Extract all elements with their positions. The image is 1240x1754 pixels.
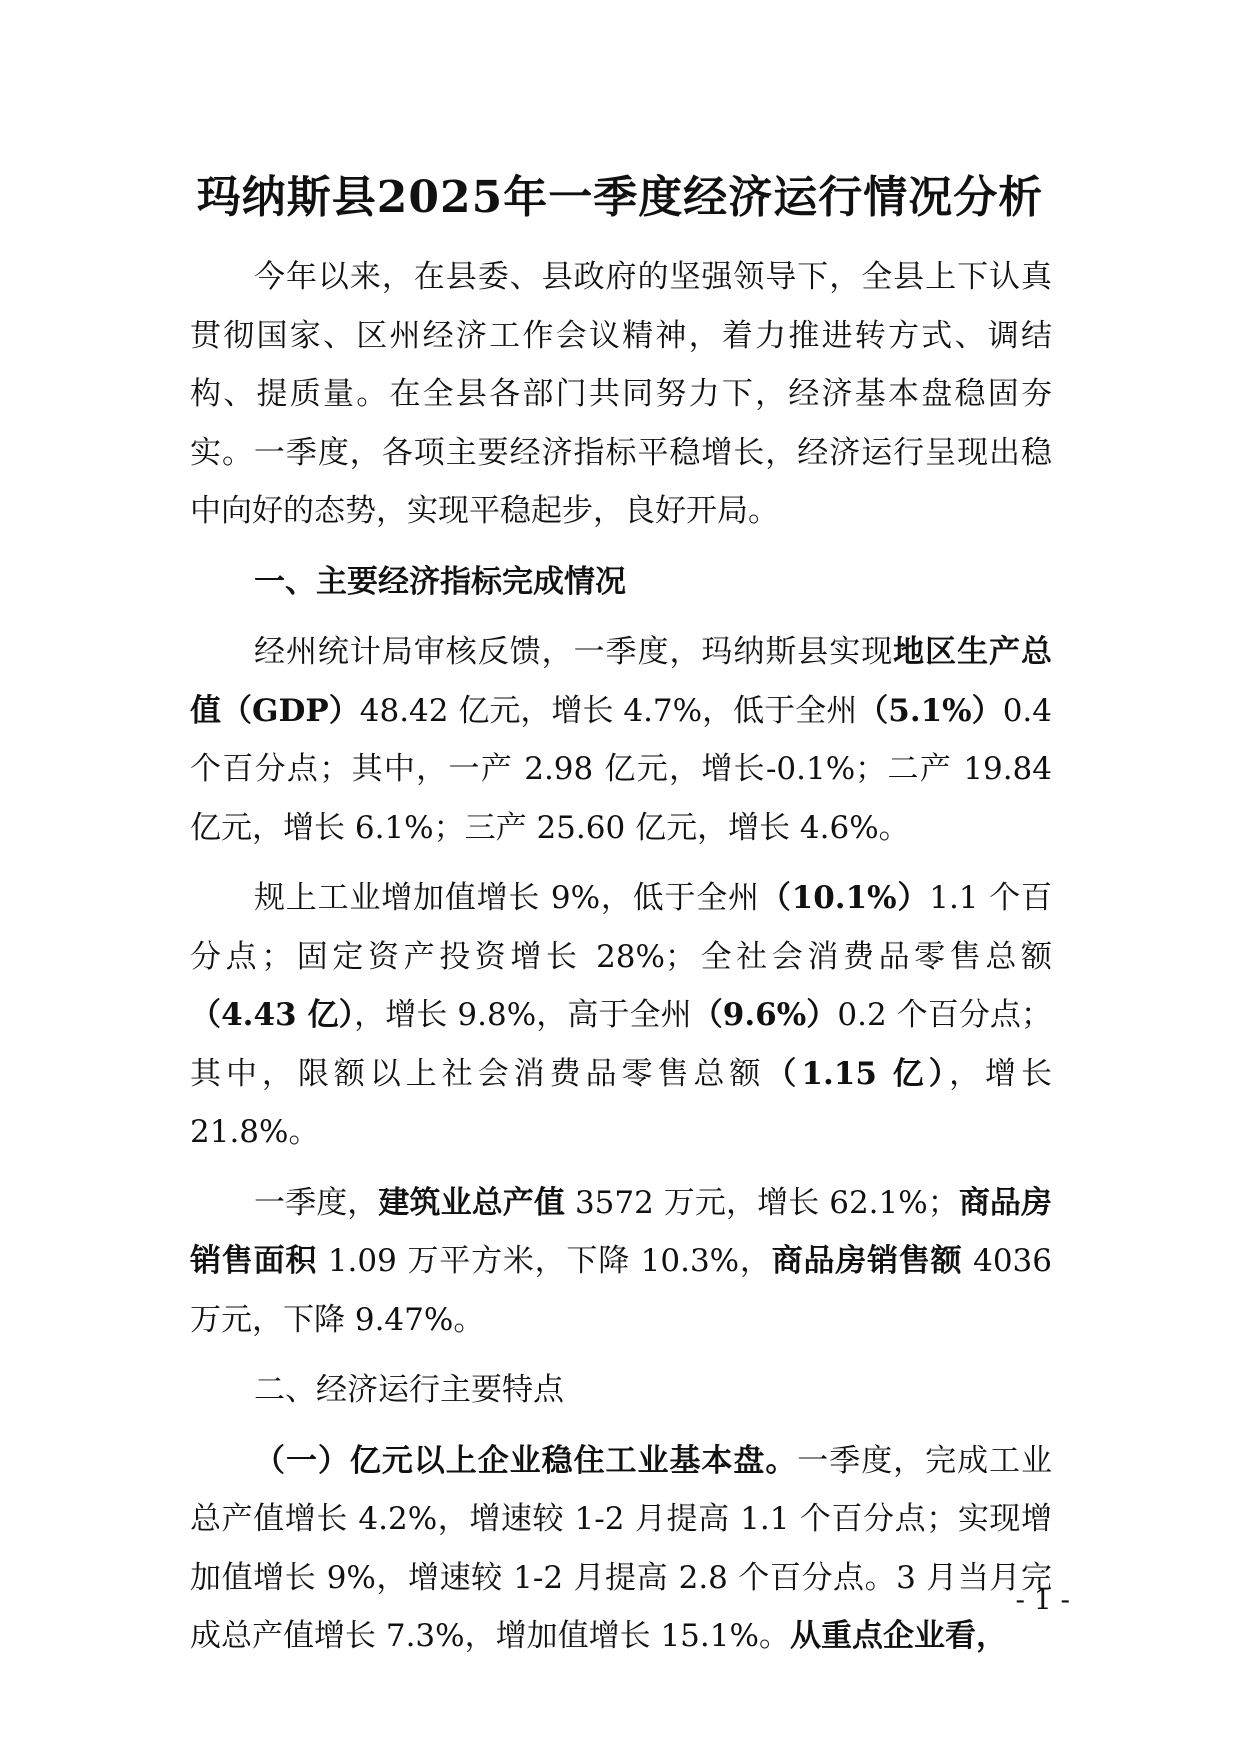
document-title: 玛纳斯县2025年一季度经济运行情况分析: [196, 172, 1044, 223]
construction-text-1: 一季度，: [254, 1184, 379, 1221]
page-number: - 1 -: [1015, 1583, 1070, 1616]
housing-sales-area-label: 商品房销售面积: [190, 1184, 1053, 1279]
key-enterprises-label: 从重点企业看，: [789, 1618, 1007, 1654]
gdp-text-3: 0.4 个百分点；其中，一产 2.98 亿元，增长-0.1%；二产 19.84 亿元，增长 6.1%；三产 25.60 亿元，增长 4.6%。: [190, 692, 1052, 846]
construction-output-label: 建筑业总产值: [378, 1184, 565, 1221]
retail-prefecture-rate: （9.6%）: [691, 997, 838, 1033]
section-1-heading: 一、主要经济指标完成情况: [254, 563, 626, 600]
industry-text-5: ，增长 21.8%。: [190, 1055, 1053, 1150]
enterprise-text-1: 一季度，完成工业总产值增长 4.2%，增速较 1-2 月提高 1.1 个百分点；实现增加值增长 9%，增速较 1-2 月提高 2.8 个百分点。3 月当月完成总产值增长 7.3%，增加值增长 15.1%。: [190, 1442, 1053, 1654]
document-body: [190, 248, 1052, 1678]
gdp-text-2: 48.42 亿元，增长 4.7%，低于全州: [359, 692, 858, 729]
industry-prefecture-rate: （10.1%）: [759, 880, 930, 916]
gdp-label: 地区生产总值（GDP）: [190, 634, 1053, 729]
retail-above-quota-amount: （1.15 亿）: [765, 1055, 950, 1092]
gdp-prefecture-rate: （5.1%）: [857, 692, 1003, 729]
industry-text-2: 1.1 个百分点；固定资产投资增长 28%；全社会消费品零售总额: [190, 880, 1052, 975]
section-2-heading: 二、经济运行主要特点: [254, 1372, 564, 1408]
enterprise-paragraph: [190, 1432, 1052, 1666]
retail-total-amount: （4.43 亿）: [190, 997, 355, 1033]
housing-sales-amount-label: 商品房销售额: [771, 1243, 963, 1279]
construction-text-2: 3572 万元，增长 62.1%；: [565, 1184, 959, 1221]
subsection-1-heading: （一）亿元以上企业稳住工业基本盘。: [254, 1442, 798, 1479]
industry-text-3: ，增长 9.8%，高于全州: [354, 997, 692, 1033]
construction-text-4: 4036 万元，下降 9.47%。: [190, 1243, 1053, 1338]
industry-text-4: 0.2 个百分点；其中，限额以上社会消费品零售总额: [190, 997, 1053, 1092]
construction-realestate-paragraph: [190, 1174, 1052, 1350]
construction-text-3: 1.09 万平方米，下降 10.3%，: [317, 1243, 772, 1279]
industry-text-1: 规上工业增加值增长 9%，低于全州: [254, 880, 760, 916]
gdp-paragraph: [190, 623, 1052, 857]
intro-paragraph: 今年以来，在县委、县政府的坚强领导下，全县上下认真贯彻国家、区州经济工作会议精神，着力推进转方式、调结构、提质量。在全县各部门共同努力下，经济基本盘稳固夯实。一季度，各项主要经济指标平稳增长，经济运行呈现出稳中向好的态势，实现平稳起步，良好开局。: [190, 259, 1052, 529]
gdp-text-1: 经州统计局审核反馈，一季度，玛纳斯县实现: [254, 634, 894, 670]
industry-consumption-paragraph: [190, 869, 1052, 1162]
